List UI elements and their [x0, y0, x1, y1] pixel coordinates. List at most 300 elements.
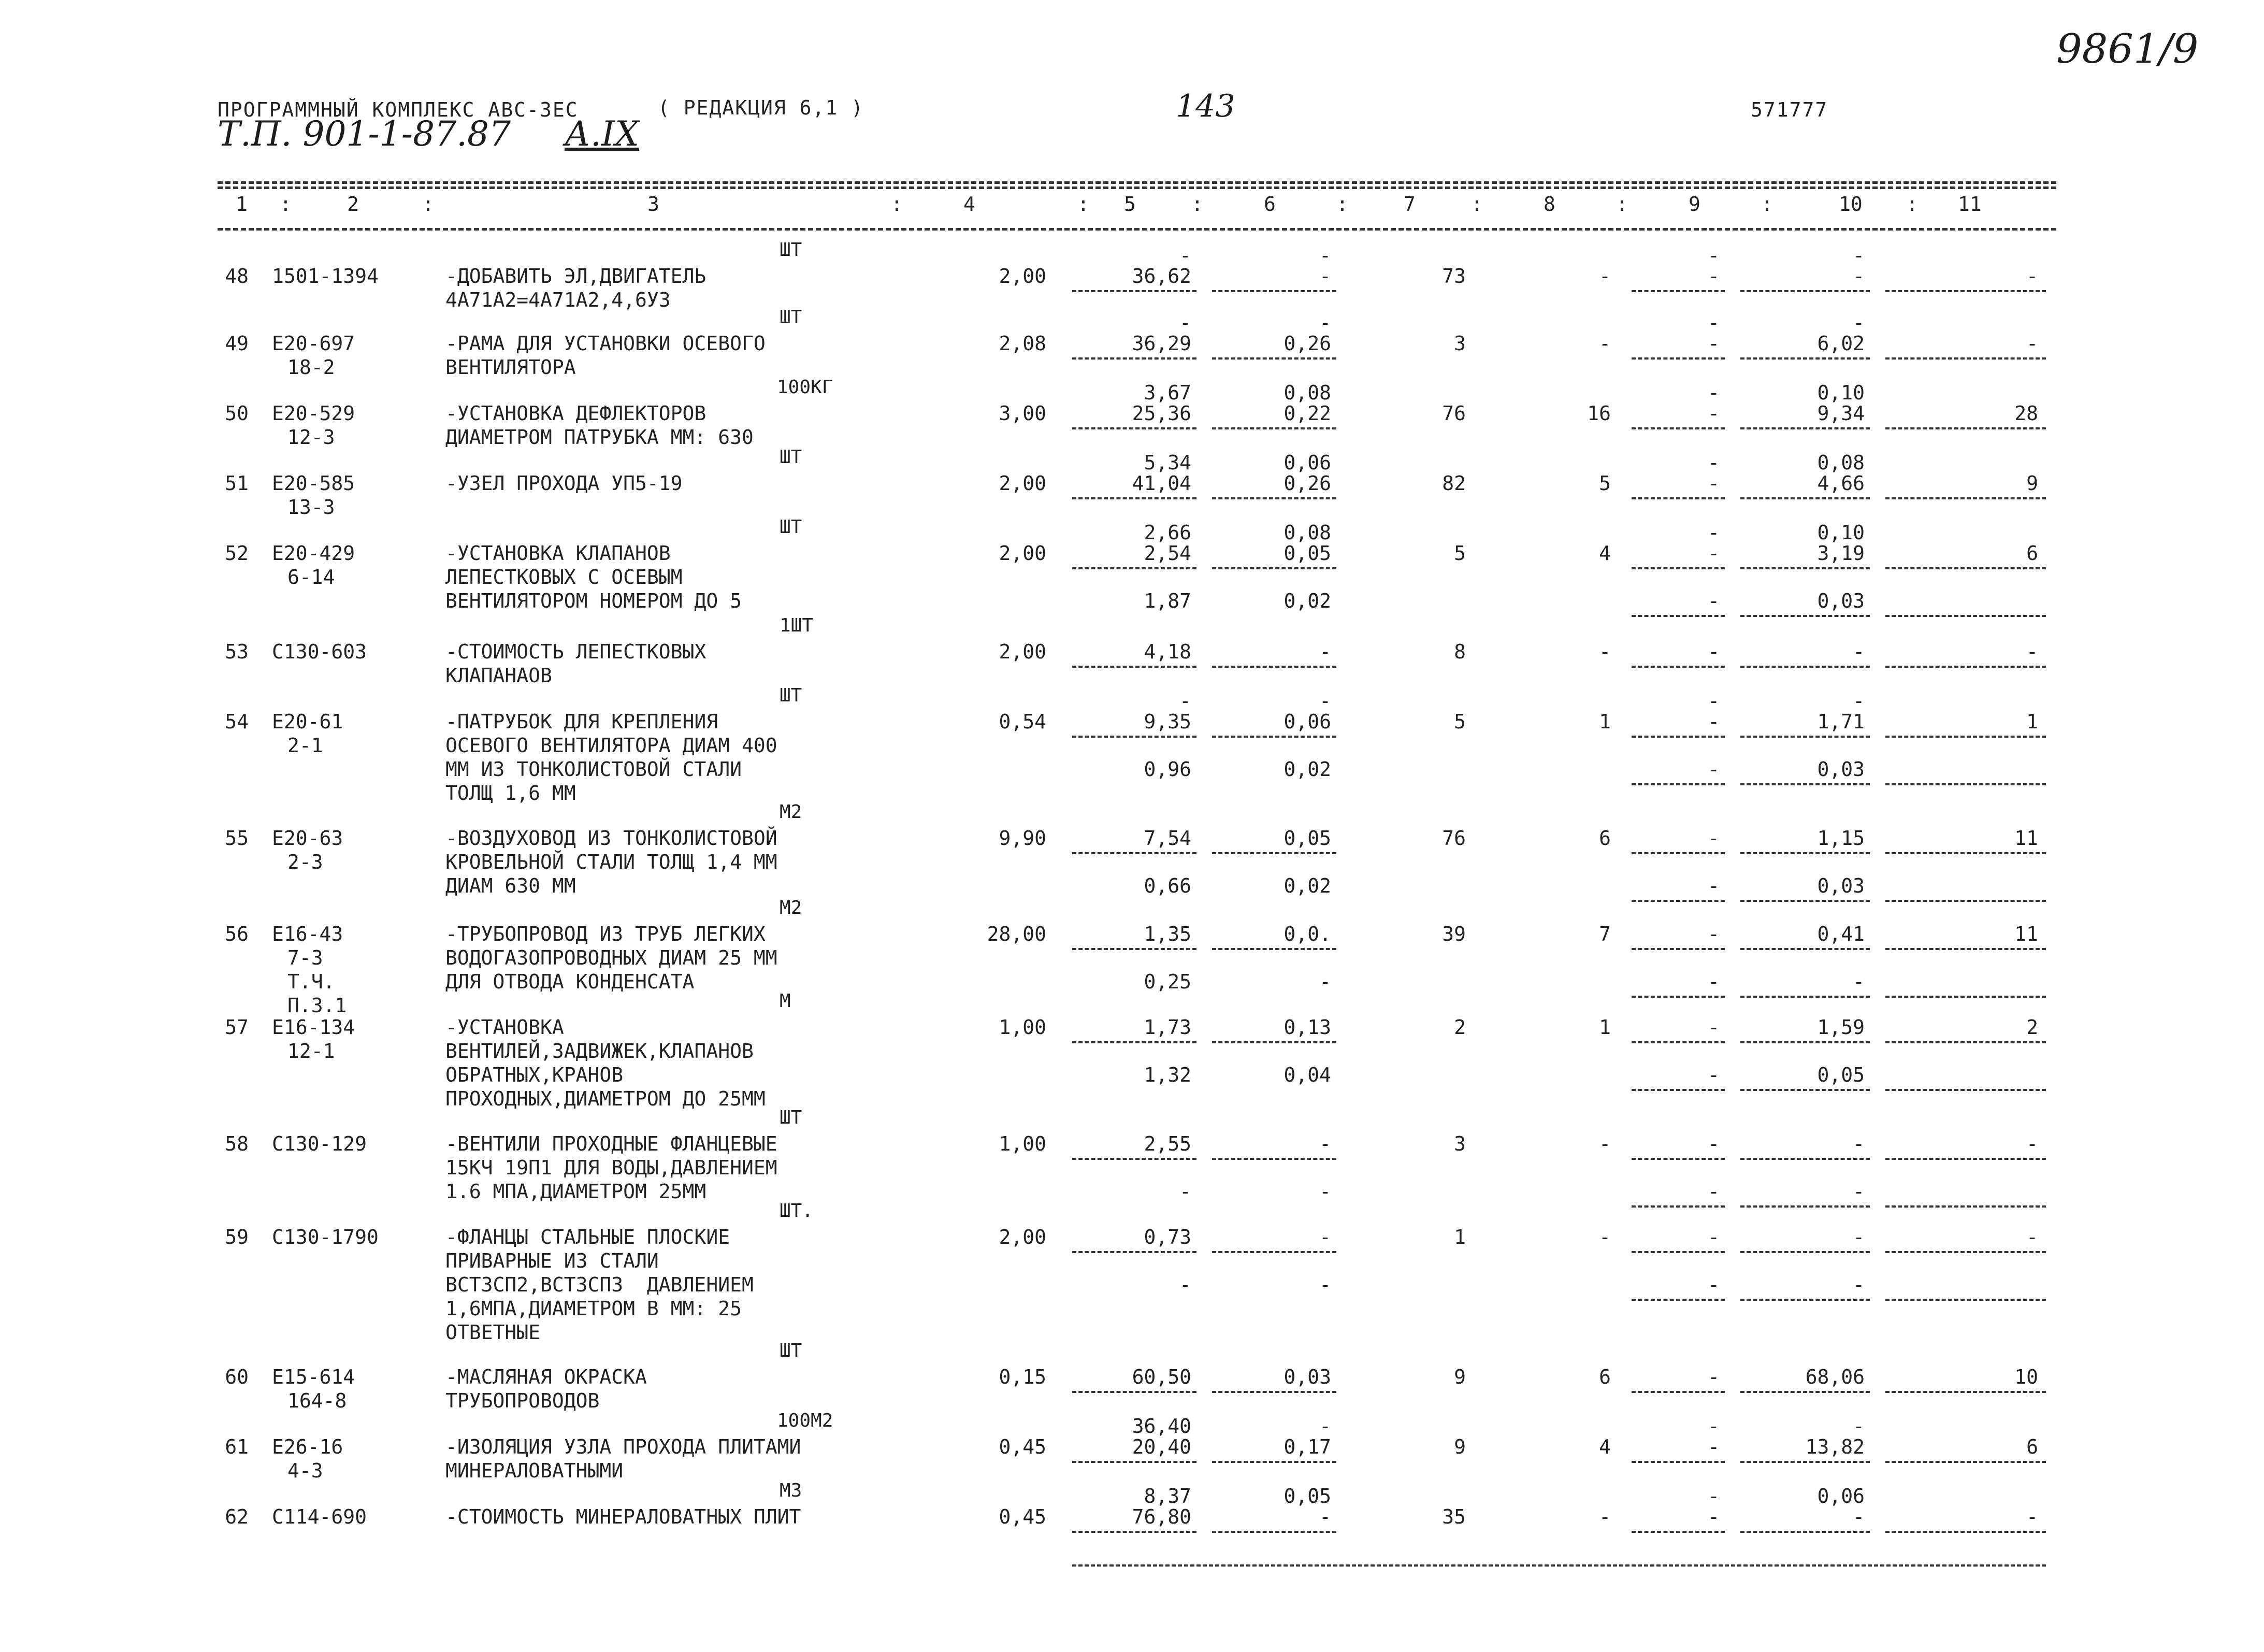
row-number: 57 — [225, 1016, 249, 1039]
col10-lower-rule — [1740, 615, 1870, 617]
col5-rule — [1072, 290, 1196, 292]
cell-col9-upper: - — [1708, 244, 1720, 267]
cell-col6: 0,17 — [1284, 1435, 1331, 1458]
cell-col6: 0,03 — [1284, 1366, 1331, 1388]
cell-col6-lower: 0,04 — [1284, 1064, 1331, 1086]
item-code-sub: 4-3 — [287, 1459, 323, 1482]
row-number: 53 — [225, 640, 249, 663]
cell-col6-upper: - — [1319, 1415, 1331, 1438]
item-code: С130-129 — [272, 1132, 367, 1155]
cell-col6-lower: 0,02 — [1284, 758, 1331, 781]
cell-col7: 35 — [1442, 1505, 1466, 1528]
col9-rule — [1632, 666, 1725, 668]
col5-rule — [1072, 736, 1196, 738]
cell-col6-upper: - — [1319, 311, 1331, 334]
cell-col9-lower: - — [1708, 1273, 1720, 1296]
item-code-note: П.3.1 — [287, 994, 347, 1017]
col11-lower-rule — [1885, 615, 2046, 617]
item-description: ПРИВАРНЫЕ ИЗ СТАЛИ — [445, 1249, 659, 1272]
cell-col8: - — [1599, 1226, 1611, 1248]
cell-col4-quantity: 2,08 — [999, 332, 1046, 355]
column-number: 10 — [1839, 193, 1863, 216]
cell-col6-lower: - — [1319, 1180, 1331, 1203]
col11-rule — [1885, 852, 2046, 854]
cell-col4-quantity: 2,00 — [999, 1226, 1046, 1248]
column-number: 3 — [647, 193, 659, 216]
cell-col6-upper: - — [1319, 244, 1331, 267]
cell-col11: 2 — [2026, 1016, 2038, 1039]
cell-col5-lower: 0,96 — [1144, 758, 1191, 781]
handwritten-album: А.IX — [565, 114, 640, 154]
cell-col8: - — [1599, 1505, 1611, 1528]
column-number: 8 — [1544, 193, 1555, 216]
unit-label: М2 — [780, 897, 802, 918]
item-code-sub: 6-14 — [287, 566, 335, 588]
cell-col10-lower: 0,03 — [1817, 590, 1865, 612]
cell-col10-upper: - — [1853, 689, 1865, 712]
cell-col5-upper: 2,66 — [1144, 521, 1191, 544]
row-number: 61 — [225, 1435, 249, 1458]
col11-rule — [1885, 1251, 2046, 1253]
cell-col4-quantity: 2,00 — [999, 265, 1046, 288]
col10-rule — [1740, 666, 1870, 668]
cell-col4-quantity: 2,00 — [999, 472, 1046, 495]
cell-col5: 1,35 — [1144, 923, 1191, 945]
column-number: 7 — [1404, 193, 1416, 216]
item-description: -УСТАНОВКА — [445, 1016, 564, 1039]
cell-col11: 11 — [2014, 923, 2038, 945]
item-code: С130-603 — [272, 640, 367, 663]
cell-col6-upper: 0,06 — [1284, 451, 1331, 474]
cell-col10: 1,71 — [1817, 710, 1865, 733]
cell-col7: 82 — [1442, 472, 1466, 495]
column-number: 11 — [1958, 193, 1982, 216]
cell-col6-upper: 0,08 — [1284, 521, 1331, 544]
item-description: КРОВЕЛЬНОЙ СТАЛИ ТОЛЩ 1,4 ММ — [445, 851, 777, 873]
cell-col10: 9,34 — [1817, 402, 1865, 425]
cell-col5: 76,80 — [1132, 1505, 1191, 1528]
cell-col7: 76 — [1442, 402, 1466, 425]
cell-col6: - — [1319, 265, 1331, 288]
row-number: 51 — [225, 472, 249, 495]
cell-col5: 0,73 — [1144, 1226, 1191, 1248]
col9-rule — [1632, 736, 1725, 738]
col6-rule — [1212, 666, 1336, 668]
row-number: 55 — [225, 827, 249, 850]
cell-col5: 36,62 — [1132, 265, 1191, 288]
cell-col4-quantity: 9,90 — [999, 827, 1046, 850]
cell-col5: 7,54 — [1144, 827, 1191, 850]
row-number: 48 — [225, 265, 249, 288]
cell-col9-lower: - — [1708, 758, 1720, 781]
col6-rule — [1212, 567, 1336, 569]
cell-col11: - — [2026, 1132, 2038, 1155]
cell-col10-lower: 0,03 — [1817, 758, 1865, 781]
cell-col9-upper: - — [1708, 381, 1720, 404]
handwritten-corner-number: 9861/9 — [2056, 26, 2199, 73]
item-description: -ВЕНТИЛИ ПРОХОДНЫЕ ФЛАНЦЕВЫЕ — [445, 1132, 777, 1155]
col10-lower-rule — [1740, 1299, 1870, 1301]
col11-lower-rule — [1885, 996, 2046, 998]
cell-col9-lower: - — [1708, 1064, 1720, 1086]
col9-lower-rule — [1632, 783, 1725, 785]
col5-rule — [1072, 1158, 1196, 1160]
unit-label: ШТ — [780, 516, 802, 538]
cell-col9-lower: - — [1708, 1180, 1720, 1203]
cell-col11: 9 — [2026, 472, 2038, 495]
item-description: ЛЕПЕСТКОВЫХ С ОСЕВЫМ — [445, 566, 683, 588]
column-number: : — [1336, 193, 1348, 216]
cell-col10-lower: - — [1853, 1273, 1865, 1296]
item-code: Е16-134 — [272, 1016, 355, 1039]
col10-rule — [1740, 1531, 1870, 1533]
cell-col10: 6,02 — [1817, 332, 1865, 355]
cell-col4-quantity: 28,00 — [987, 923, 1046, 945]
item-description: ВОДОГАЗОПРОВОДНЫХ ДИАМ 25 ММ — [445, 946, 777, 969]
cell-col10-upper: 0,10 — [1817, 521, 1865, 544]
cell-col10: - — [1853, 265, 1865, 288]
item-code: Е20-63 — [272, 827, 343, 850]
cell-col7: 3 — [1454, 332, 1466, 355]
col9-rule — [1632, 427, 1725, 429]
column-number: 9 — [1689, 193, 1700, 216]
table-header-bottom-rule — [218, 228, 2056, 231]
unit-label: ШТ — [780, 685, 802, 706]
item-description: ВЕНТИЛЕЙ,ЗАДВИЖЕК,КЛАПАНОВ — [445, 1040, 754, 1062]
cell-col8: 1 — [1599, 1016, 1611, 1039]
item-code-sub: 12-1 — [287, 1040, 335, 1062]
unit-label: ШТ. — [780, 1200, 814, 1222]
item-description: 1.6 МПА,ДИАМЕТРОМ 25ММ — [445, 1180, 706, 1203]
cell-col11: 6 — [2026, 542, 2038, 565]
cell-col10-upper: 0,08 — [1817, 451, 1865, 474]
cell-col6: - — [1319, 1226, 1331, 1248]
col6-rule — [1212, 948, 1336, 950]
row-number: 60 — [225, 1366, 249, 1388]
cell-col4-quantity: 0,54 — [999, 710, 1046, 733]
col11-rule — [1885, 666, 2046, 668]
item-description: ОБРАТНЫХ,КРАНОВ — [445, 1064, 624, 1086]
row-number: 50 — [225, 402, 249, 425]
row-number: 54 — [225, 710, 249, 733]
cell-col8: - — [1599, 1132, 1611, 1155]
cell-col7: 76 — [1442, 827, 1466, 850]
cell-col4-quantity: 0,45 — [999, 1505, 1046, 1528]
cell-col9: - — [1708, 710, 1720, 733]
cell-col9: - — [1708, 265, 1720, 288]
cell-col4-quantity: 2,00 — [999, 640, 1046, 663]
unit-label: ШТ — [780, 1107, 802, 1128]
cell-col10-upper: 0,10 — [1817, 381, 1865, 404]
column-number: 5 — [1124, 193, 1136, 216]
cell-col9-lower: - — [1708, 590, 1720, 612]
col10-rule — [1740, 357, 1870, 360]
item-description: 15КЧ 19П1 ДЛЯ ВОДЫ,ДАВЛЕНИЕМ — [445, 1156, 777, 1179]
cell-col5-upper: - — [1179, 311, 1191, 334]
item-code: 1501-1394 — [272, 265, 379, 288]
item-description: -ПАТРУБОК ДЛЯ КРЕПЛЕНИЯ — [445, 710, 718, 733]
item-description: ВЕНТИЛЯТОРОМ НОМЕРОМ ДО 5 — [445, 590, 742, 612]
item-description: -ТРУБОПРОВОД ИЗ ТРУБ ЛЕГКИХ — [445, 923, 766, 945]
item-description: ВЕНТИЛЯТОРА — [445, 356, 576, 379]
col11-lower-rule — [1885, 783, 2046, 785]
cell-col7: 8 — [1454, 640, 1466, 663]
cell-col6-upper: - — [1319, 689, 1331, 712]
col11-rule — [1885, 497, 2046, 499]
item-code: С130-1790 — [272, 1226, 379, 1248]
cell-col4-quantity: 3,00 — [999, 402, 1046, 425]
col11-rule — [1885, 736, 2046, 738]
page-number: 143 — [1176, 88, 1235, 124]
cell-col7: 3 — [1454, 1132, 1466, 1155]
document-code: 571777 — [1751, 98, 1828, 121]
col11-rule — [1885, 357, 2046, 360]
column-number: 4 — [963, 193, 975, 216]
cell-col5: 2,55 — [1144, 1132, 1191, 1155]
cell-col6: 0,26 — [1284, 472, 1331, 495]
unit-label: М — [780, 990, 791, 1012]
cell-col6: 0,06 — [1284, 710, 1331, 733]
col11-lower-rule — [1885, 1299, 2046, 1301]
cell-col10-upper: - — [1853, 311, 1865, 334]
cell-col9-lower: - — [1708, 970, 1720, 993]
unit-label: ШТ — [780, 1340, 802, 1361]
item-description: -УЗЕЛ ПРОХОДА УП5-19 — [445, 472, 683, 495]
col6-rule — [1212, 290, 1336, 292]
cell-col6-upper: 0,05 — [1284, 1485, 1331, 1507]
cell-col6-lower: - — [1319, 1273, 1331, 1296]
column-number: : — [1191, 193, 1203, 216]
cell-col4-quantity: 0,15 — [999, 1366, 1046, 1388]
item-code-sub: 164-8 — [287, 1389, 347, 1412]
item-code-sub: 7-3 — [287, 946, 323, 969]
cell-col10: - — [1853, 1226, 1865, 1248]
cell-col9: - — [1708, 1435, 1720, 1458]
cell-col10: 1,15 — [1817, 827, 1865, 850]
row-number: 56 — [225, 923, 249, 945]
cell-col9: - — [1708, 1016, 1720, 1039]
item-code-sub: 2-3 — [287, 851, 323, 873]
column-number: 2 — [347, 193, 359, 216]
cell-col11: 11 — [2014, 827, 2038, 850]
col11-rule — [1885, 290, 2046, 292]
col5-rule — [1072, 1531, 1196, 1533]
cell-col9-upper: - — [1708, 311, 1720, 334]
cell-col8: 6 — [1599, 827, 1611, 850]
cell-col11: - — [2026, 1505, 2038, 1528]
col6-rule — [1212, 736, 1336, 738]
unit-label: 100КГ — [777, 377, 833, 398]
cell-col5: 1,73 — [1144, 1016, 1191, 1039]
col10-rule — [1740, 1251, 1870, 1253]
unit-label: М3 — [780, 1480, 802, 1501]
col10-rule — [1740, 852, 1870, 854]
item-description: КЛАПАНАОВ — [445, 664, 552, 687]
col11-rule — [1885, 1158, 2046, 1160]
cell-col10: 3,19 — [1817, 542, 1865, 565]
cell-col10: 68,06 — [1805, 1366, 1865, 1388]
item-description: ДИАМЕТРОМ ПАТРУБКА ММ: 630 — [445, 426, 754, 449]
cell-col9: - — [1708, 827, 1720, 850]
cell-col5-lower: 0,66 — [1144, 874, 1191, 897]
cell-col10: - — [1853, 1505, 1865, 1528]
item-description: -УСТАНОВКА КЛАПАНОВ — [445, 542, 671, 565]
item-code: С114-690 — [272, 1505, 367, 1528]
cell-col4-quantity: 0,45 — [999, 1435, 1046, 1458]
item-code-note: Т.Ч. — [287, 970, 335, 993]
cell-col9: - — [1708, 1226, 1720, 1248]
cell-col5-upper: - — [1179, 244, 1191, 267]
col9-rule — [1632, 497, 1725, 499]
col10-rule — [1740, 497, 1870, 499]
col10-rule — [1740, 736, 1870, 738]
cell-col10: 4,66 — [1817, 472, 1865, 495]
cell-col6: 0,26 — [1284, 332, 1331, 355]
item-description: ДИАМ 630 ММ — [445, 874, 576, 897]
cell-col9: - — [1708, 1505, 1720, 1528]
cell-col8: - — [1599, 332, 1611, 355]
col9-rule — [1632, 852, 1725, 854]
cell-col8: - — [1599, 640, 1611, 663]
cell-col9: - — [1708, 640, 1720, 663]
col6-rule — [1212, 1158, 1336, 1160]
cell-col7: 39 — [1442, 923, 1466, 945]
col10-lower-rule — [1740, 1089, 1870, 1091]
cell-col6: - — [1319, 1132, 1331, 1155]
col6-rule — [1212, 1041, 1336, 1043]
item-description: ТОЛЩ 1,6 ММ — [445, 782, 576, 805]
cell-col6: - — [1319, 1505, 1331, 1528]
cell-col11: 6 — [2026, 1435, 2038, 1458]
col6-rule — [1212, 852, 1336, 854]
col10-rule — [1740, 1391, 1870, 1393]
item-code: Е15-614 — [272, 1366, 355, 1388]
cell-col10: 1,59 — [1817, 1016, 1865, 1039]
item-description: -УСТАНОВКА ДЕФЛЕКТОРОВ — [445, 402, 706, 425]
item-description: -РАМА ДЛЯ УСТАНОВКИ ОСЕВОГО — [445, 332, 766, 355]
col10-rule — [1740, 948, 1870, 950]
cell-col5-upper: 3,67 — [1144, 381, 1191, 404]
column-number: : — [891, 193, 903, 216]
item-code-sub: 2-1 — [287, 734, 323, 757]
col10-rule — [1740, 427, 1870, 429]
cell-col9: - — [1708, 472, 1720, 495]
column-number: 1 — [236, 193, 248, 216]
cell-col4-quantity: 1,00 — [999, 1132, 1046, 1155]
cell-col11: 28 — [2014, 402, 2038, 425]
cell-col5: 2,54 — [1144, 542, 1191, 565]
row-number: 52 — [225, 542, 249, 565]
item-description: 1,6МПА,ДИАМЕТРОМ В ММ: 25 — [445, 1297, 742, 1320]
unit-label: ШТ — [780, 307, 802, 328]
col10-rule — [1740, 290, 1870, 292]
item-description: МИНЕРАЛОВАТНЫМИ — [445, 1459, 624, 1482]
cell-col9-upper: - — [1708, 521, 1720, 544]
item-description: -ДОБАВИТЬ ЭЛ,ДВИГАТЕЛЬ — [445, 265, 706, 288]
cell-col5: 60,50 — [1132, 1366, 1191, 1388]
cell-col6-lower: - — [1319, 970, 1331, 993]
cell-col5-upper: 36,40 — [1132, 1415, 1191, 1438]
column-number: 6 — [1264, 193, 1276, 216]
col5-rule — [1072, 427, 1196, 429]
col10-lower-rule — [1740, 900, 1870, 902]
col5-rule — [1072, 1391, 1196, 1393]
cell-col10-lower: 0,03 — [1817, 874, 1865, 897]
cell-col8: 5 — [1599, 472, 1611, 495]
column-number: : — [1761, 193, 1773, 216]
item-description: ОТВЕТНЫЕ — [445, 1321, 541, 1344]
col5-rule — [1072, 357, 1196, 360]
cell-col9: - — [1708, 923, 1720, 945]
col5-rule — [1072, 1041, 1196, 1043]
cell-col11: 10 — [2014, 1366, 2038, 1388]
cell-col6-upper: 0,08 — [1284, 381, 1331, 404]
cell-col6-lower: 0,02 — [1284, 874, 1331, 897]
column-number: : — [422, 193, 434, 216]
item-code: Е26-16 — [272, 1435, 343, 1458]
cell-col9: - — [1708, 1132, 1720, 1155]
cell-col6-lower: 0,02 — [1284, 590, 1331, 612]
cell-col11: - — [2026, 332, 2038, 355]
item-code-sub: 18-2 — [287, 356, 335, 379]
cell-col8: - — [1599, 265, 1611, 288]
cell-col5: 36,29 — [1132, 332, 1191, 355]
item-code: Е20-529 — [272, 402, 355, 425]
item-description: -СТОИМОСТЬ ЛЕПЕСТКОВЫХ — [445, 640, 706, 663]
col9-lower-rule — [1632, 1205, 1725, 1208]
cell-col10-upper: 0,06 — [1817, 1485, 1865, 1507]
unit-label: М2 — [780, 801, 802, 823]
col5-rule — [1072, 497, 1196, 499]
col6-rule — [1212, 357, 1336, 360]
column-number: : — [1616, 193, 1628, 216]
col5-rule — [1072, 1251, 1196, 1253]
cell-col6: 0,05 — [1284, 827, 1331, 850]
cell-col4-quantity: 2,00 — [999, 542, 1046, 565]
unit-label: ШТ — [780, 239, 802, 261]
cell-col9-upper: - — [1708, 689, 1720, 712]
cell-col5-lower: - — [1179, 1180, 1191, 1203]
cell-col5-upper: - — [1179, 689, 1191, 712]
cell-col10: 13,82 — [1805, 1435, 1865, 1458]
item-code-sub: 12-3 — [287, 426, 335, 449]
cell-col8: 1 — [1599, 710, 1611, 733]
cell-col8: 7 — [1599, 923, 1611, 945]
col9-rule — [1632, 1531, 1725, 1533]
unit-label: 100М2 — [777, 1410, 833, 1431]
col5-rule — [1072, 852, 1196, 854]
col9-rule — [1632, 567, 1725, 569]
item-description: ОСЕВОГО ВЕНТИЛЯТОРА ДИАМ 400 — [445, 734, 777, 757]
col9-lower-rule — [1632, 900, 1725, 902]
edition-label: ( РЕДАКЦИЯ 6,1 ) — [658, 96, 864, 119]
col10-rule — [1740, 1041, 1870, 1043]
cell-col5-lower: 0,25 — [1144, 970, 1191, 993]
cell-col5: 9,35 — [1144, 710, 1191, 733]
col5-rule — [1072, 1461, 1196, 1463]
col11-rule — [1885, 1041, 2046, 1043]
col11-rule — [1885, 427, 2046, 429]
cell-col11: - — [2026, 640, 2038, 663]
item-description: 4А71А2=4А71А2,4,6УЗ — [445, 289, 671, 311]
col11-rule — [1885, 1461, 2046, 1463]
cell-col6: 0,13 — [1284, 1016, 1331, 1039]
col10-lower-rule — [1740, 996, 1870, 998]
cell-col5: 20,40 — [1132, 1435, 1191, 1458]
row-number: 59 — [225, 1226, 249, 1248]
cell-col7: 5 — [1454, 710, 1466, 733]
unit-label: 1ШТ — [780, 615, 814, 636]
